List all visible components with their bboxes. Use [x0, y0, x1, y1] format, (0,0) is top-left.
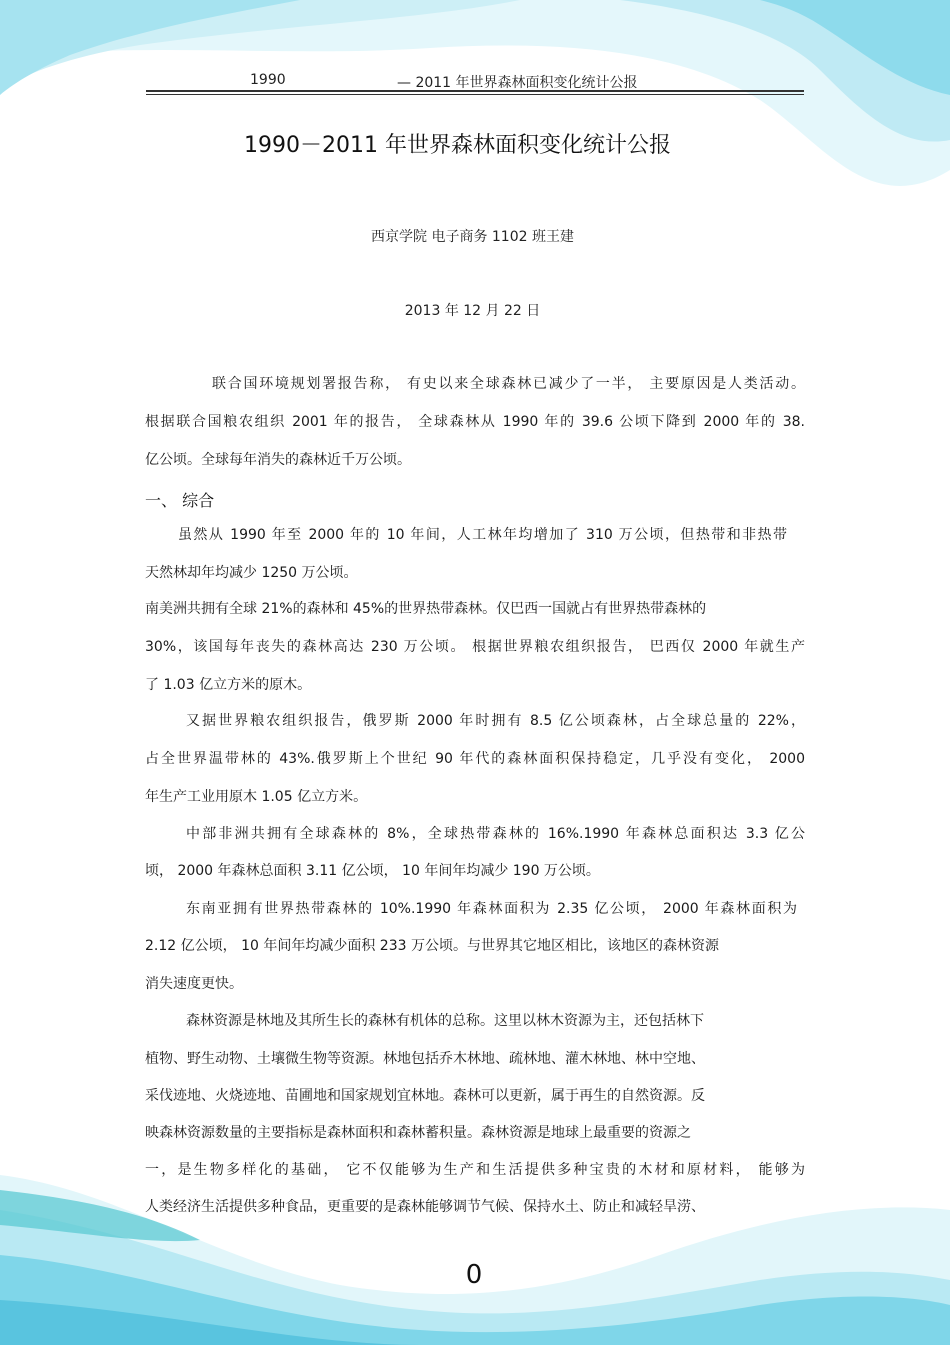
running-header-year: 1990: [250, 72, 286, 88]
paragraph-line: 占全世界温带林的 43%.俄罗斯上个世纪 90 年代的森林面积保持稳定，几乎没有变化， 2000: [145, 751, 805, 767]
author-line: 西京学院 电子商务 1102 班王建: [371, 229, 574, 245]
paragraph-line: 人类经济生活提供多种食品，更重要的是森林能够调节气候、保持水土、防止和减轻旱涝、: [145, 1199, 705, 1215]
running-header-title: — 2011 年世界森林面积变化统计公报: [397, 75, 638, 91]
page-number: 0: [465, 1260, 483, 1290]
paragraph-line: 一，是生物多样化的基础， 它不仅能够为生产和生活提供多种宝贵的木材和原材料， 能够为: [145, 1162, 805, 1178]
date-line: 2013 年 12 月 22 日: [404, 303, 541, 319]
paragraph-line: 30%，该国每年丧失的森林高达 230 万公顷。 根据世界粮农组织报告， 巴西仅 2000 年就生产: [145, 639, 805, 655]
paragraph-line: 顷， 2000 年森林总面积 3.11 亿公顷， 10 年间年均减少 190 万公顷。: [145, 863, 600, 879]
paragraph-line: 亿公顷。全球每年消失的森林近千万公顷。: [145, 452, 411, 468]
paragraph-line: 2.12 亿公顷， 10 年间年均减少面积 233 万公顷。与世界其它地区相比，该地区的森林资源: [145, 938, 719, 954]
paragraph-line: 虽然从 1990 年至 2000 年的 10 年间，人工林年均增加了 310 万公顷，但热带和非热带: [178, 527, 787, 543]
paragraph-line: 中部非洲共拥有全球森林的 8%，全球热带森林的 16%.1990 年森林总面积达 3.3 亿公: [186, 826, 805, 842]
paragraph-line: 年生产工业用原木 1.05 亿立方米。: [145, 789, 368, 805]
header-rule-thick: [146, 90, 804, 92]
paragraph-line: 采伐迹地、火烧迹地、苗圃地和国家规划宜林地。森林可以更新，属于再生的自然资源。反: [145, 1088, 705, 1104]
paragraph-line: 植物、野生动物、土壤微生物等资源。林地包括乔木林地、疏林地、灌木林地、林中空地、: [145, 1051, 705, 1067]
document-title: 1990－2011 年世界森林面积变化统计公报: [244, 133, 671, 158]
paragraph-line: 天然林却年均减少 1250 万公顷。: [145, 565, 358, 581]
paragraph-line: 又据世界粮农组织报告，俄罗斯 2000 年时拥有 8.5 亿公顷森林，占全球总量的 22%，: [186, 713, 805, 729]
paragraph-line: 根据联合国粮农组织 2001 年的报告， 全球森林从 1990 年的 39.6 公顷下降到 2000 年的 38.: [145, 414, 805, 430]
paragraph-line: 南美洲共拥有全球 21%的森林和 45%的世界热带森林。仅巴西一国就占有世界热带森林的: [145, 601, 707, 617]
section-heading: 一、 综合: [145, 491, 215, 510]
paragraph-line: 东南亚拥有世界热带森林的 10%.1990 年森林面积为 2.35 亿公顷， 2000 年森林面积为: [186, 901, 797, 917]
paragraph-line: 了 1.03 亿立方米的原木。: [145, 677, 312, 693]
paragraph-line: 森林资源是林地及其所生长的森林有机体的总称。这里以林木资源为主，还包括林下: [186, 1013, 704, 1029]
paragraph-line: 联合国环境规划署报告称， 有史以来全球森林已减少了一半， 主要原因是人类活动。: [212, 376, 805, 392]
header-rule-thin: [146, 94, 804, 95]
paragraph-line: 映森林资源数量的主要指标是森林面积和森林蓄积量。森林资源是地球上最重要的资源之: [145, 1125, 691, 1141]
paragraph-line: 消失速度更快。: [145, 976, 243, 992]
